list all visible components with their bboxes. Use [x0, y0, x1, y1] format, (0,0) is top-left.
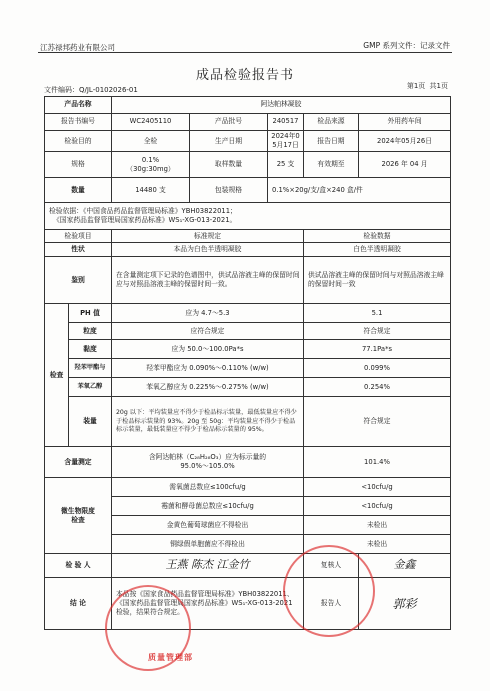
quantity-label: 数量 [45, 178, 112, 203]
expiry: 2026 年 04 月 [359, 152, 451, 178]
col-header-standard: 标准规定 [112, 230, 304, 243]
batch-no: 240517 [268, 114, 304, 131]
reviewer-signature [359, 554, 451, 578]
appearance-result: 白色半透明凝胶 [304, 243, 451, 257]
row-micro-aerobic [45, 478, 451, 497]
particle-label: 粒度 [69, 323, 112, 340]
mold-standard: 霉菌和酵母菌总数应≤10cfu/g [112, 497, 304, 516]
report-no: WC2405110 [112, 114, 190, 131]
source-label: 检品来源 [304, 114, 359, 131]
basis-label: 检验依据： [49, 207, 83, 216]
col-header-item: 检验项目 [45, 230, 112, 243]
test-purpose-label: 检验目的 [45, 131, 112, 152]
expiry-label: 有效期至 [304, 152, 359, 178]
identification-standard: 在含量测定项下记录的色谱图中，供试品溶液主峰的保留时间应与对照品溶液主峰的保留时间一致。 [112, 257, 304, 304]
pseudomonas-result: 未检出 [304, 535, 451, 554]
assay-standard-line-1: 含阿达帕林（C₂₈H₂₈O₃）应为标示量的 [148, 453, 267, 462]
inspection-basis [45, 203, 451, 230]
methylparaben-label: 羟苯甲酯与 [69, 359, 112, 378]
conclusion-text: 本品按《国家食品药品监督管理局标准》YBH03822011、《国家药品监督管理局国家药品标准》WS₁-XG-013-2021 检验，结果符合规定。 [112, 578, 304, 630]
viscosity-standard: 应为 50.0～100.0Pa*s [112, 340, 304, 359]
inspector-signature-text: 王燕 陈杰 江金竹 [165, 558, 250, 572]
row-inspector [45, 554, 451, 578]
pseudomonas-standard: 铜绿假单胞菌应不得检出 [112, 535, 304, 554]
row-viscosity [45, 340, 451, 359]
qa-department-stamp: 质量管理部 [148, 653, 193, 662]
spec-strength: 0.1% [141, 155, 160, 164]
row-ph [45, 304, 451, 323]
page-title: 成品检验报告书 [195, 68, 294, 83]
reviewer-signature-text: 金鑫 [393, 558, 416, 572]
assay-standard-line-2: 95.0%～105.0% [180, 462, 235, 471]
staph-result: 未检出 [304, 516, 451, 535]
particle-standard: 应符合规定 [112, 323, 304, 340]
micro-label-line-2: 检查 [71, 515, 85, 524]
report-date: 2024年05月26日 [359, 131, 451, 152]
assay-label: 含量测定 [45, 447, 112, 478]
report-date-label: 报告日期 [304, 131, 359, 152]
aerobic-standard: 需氧菌总数应≤100cfu/g [112, 478, 304, 497]
row-appearance [45, 243, 451, 257]
inspector-signature [112, 554, 304, 578]
spec [112, 152, 190, 178]
row-column-headers [45, 230, 451, 243]
inspector-label: 检 验 人 [45, 554, 112, 578]
header-divider [38, 52, 452, 53]
micro-label [45, 478, 112, 554]
mold-result: <10cfu/g [304, 497, 451, 516]
report-no-label: 报告书编号 [45, 114, 112, 131]
methylparaben-standard: 羟苯甲酯应为 0.090%～0.110% (w/w) [112, 359, 304, 378]
ph-result: 5.1 [304, 304, 451, 323]
package-label: 包装规格 [190, 178, 268, 203]
reporter-signature-text: 郭彩 [392, 596, 417, 611]
company-name: 江苏禄邦药业有限公司 [40, 43, 115, 52]
document-system: GMP 系列文件：记录文件 [363, 41, 450, 50]
batch-label: 产品批号 [190, 114, 268, 131]
assay-result: 101.4% [304, 447, 451, 478]
production-date-label: 生产日期 [190, 131, 268, 152]
product-name: 阿达帕林凝胶 [112, 97, 451, 114]
identification-label: 鉴别 [45, 257, 112, 304]
col-header-result: 检验数据 [304, 230, 451, 243]
aerobic-result: <10cfu/g [304, 478, 451, 497]
sample-qty-label: 取样数量 [190, 152, 268, 178]
check-group-label: 检查 [45, 304, 69, 447]
source: 外用药车间 [359, 114, 451, 131]
phenoxyethanol-label: 苯氧乙醇 [69, 378, 112, 397]
appearance-standard: 本品为白色半透明凝胶 [112, 243, 304, 257]
row-identification [45, 257, 451, 304]
fill-volume-standard: 20g 以下：平均装量应不得少于检品标示装量，最低装量应不得少于检品标示装量的 93%。20g 至 50g：平均装量应不得少于检品标示装量，最低装量应不得少于检品标示装量的 95%。 [112, 397, 304, 447]
sample-qty: 25 支 [268, 152, 304, 178]
package-spec: 0.1%×20g/支/盒×240 盒/件 [268, 178, 451, 203]
fill-volume-label: 装量 [69, 397, 112, 447]
reporter-label: 报告人 [304, 578, 359, 630]
page-number [405, 81, 448, 91]
production-date: 2024年05月17日 [268, 131, 304, 152]
row-particle [45, 323, 451, 340]
row-test-purpose [45, 131, 451, 152]
identification-result: 供试品溶液主峰的保留时间与对照品溶液主峰的保留时间一致 [304, 257, 451, 304]
row-fill-volume [45, 397, 451, 447]
micro-label-line-1: 微生物限度 [61, 506, 95, 515]
file-number-label: 文件编码： [44, 86, 79, 94]
viscosity-result: 77.1Pa*s [304, 340, 451, 359]
methylparaben-result: 0.099% [304, 359, 451, 378]
viscosity-label: 黏度 [69, 340, 112, 359]
particle-result: 符合规定 [304, 323, 451, 340]
basis-line-2: 《国家药品监督管理局国家药品标准》WS₁-XG-013-2021。 [53, 216, 237, 225]
conclusion-label: 结 论 [45, 578, 112, 630]
product-name-label: 产品名称 [45, 97, 112, 114]
spec-ratio: （30g:30mg） [126, 164, 175, 173]
appearance-label: 性状 [45, 243, 112, 257]
page-current: 第1页 [406, 82, 426, 90]
quantity: 14480 支 [112, 178, 190, 203]
assay-standard [112, 447, 304, 478]
row-methylparaben [45, 359, 451, 378]
row-phenoxyethanol [45, 378, 451, 397]
reviewer-label: 复核人 [304, 554, 359, 578]
basis-line-1: 《中国食品药品监督管理局标准》YBH03822011； [82, 207, 237, 216]
staph-standard: 金黄色葡萄球菌应不得检出 [112, 516, 304, 535]
file-number [44, 85, 138, 95]
row-product-name [45, 97, 451, 114]
row-assay [45, 447, 451, 478]
spec-label: 规格 [45, 152, 112, 178]
row-spec [45, 152, 451, 178]
row-quantity [45, 178, 451, 203]
ph-standard: 应为 4.7～5.3 [112, 304, 304, 323]
fill-volume-result: 符合规定 [304, 397, 451, 447]
test-purpose: 全检 [112, 131, 190, 152]
ph-label: PH 值 [69, 304, 112, 323]
row-report-no [45, 114, 451, 131]
page-total: 共1页 [429, 82, 448, 90]
phenoxyethanol-result: 0.254% [304, 378, 451, 397]
file-number-value: Q/JL-0102026-01 [79, 86, 138, 94]
row-basis [45, 203, 451, 230]
company-seal-right [283, 545, 375, 637]
phenoxyethanol-standard: 苯氧乙醇应为 0.225%～0.275% (w/w) [112, 378, 304, 397]
inspection-table [44, 96, 451, 630]
